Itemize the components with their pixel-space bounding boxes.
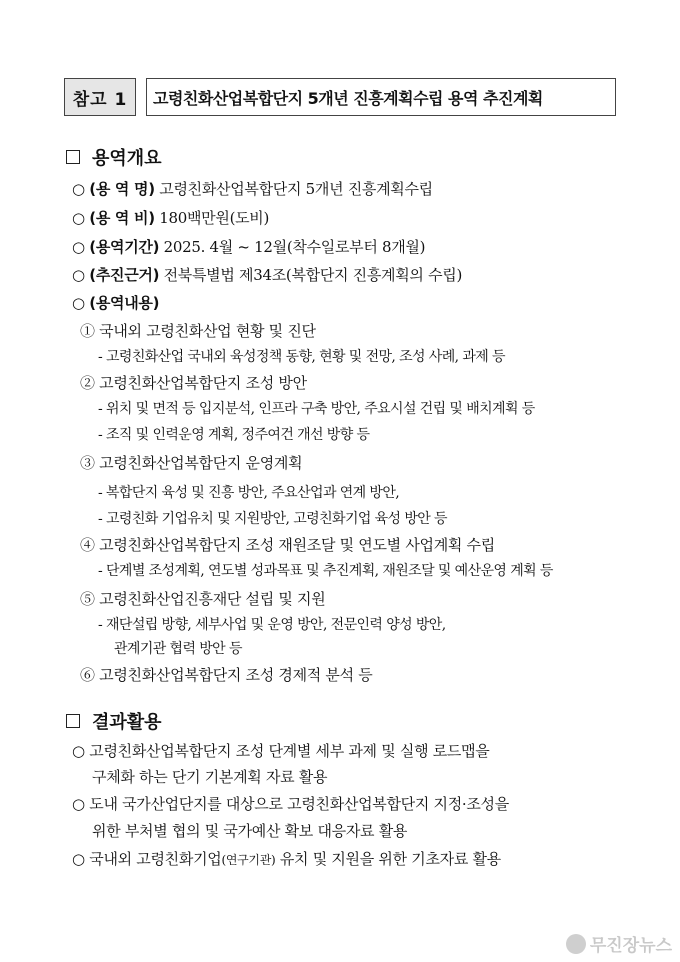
result-item: ○ 도내 국가산업단지를 대상으로 고령친화산업복합단지 지정·조성을	[72, 795, 509, 813]
task-sub-item: - 위치 및 면적 등 입지분석, 인프라 구축 방안, 주요시설 건립 및 배치계획 등	[98, 401, 535, 417]
result-item-continued: 위한 부처별 협의 및 국가예산 확보 대응자료 활용	[92, 822, 408, 840]
item-label: (추진근거)	[89, 266, 160, 284]
task-number: ⑥	[80, 666, 95, 684]
task-item	[80, 372, 307, 393]
item-label: (용 역 비)	[89, 209, 155, 227]
circle-bullet-icon: ○	[72, 238, 85, 256]
task-sub-item: - 고령친화 기업유치 및 지원방안, 고령친화기업 육성 방안 등	[98, 511, 447, 527]
overview-item	[72, 236, 425, 257]
overview-item	[72, 292, 159, 313]
circle-bullet-icon: ○	[72, 294, 85, 312]
document-title: 고령친화산업복합단지 5개년 진흥계획수립 용역 추진계획	[146, 78, 616, 116]
task-sub-item: 관계기관 협력 방안 등	[114, 641, 242, 657]
task-title: 고령친화산업복합단지 조성 경제적 분석 등	[99, 666, 373, 684]
square-bullet-icon	[66, 714, 80, 728]
task-item	[80, 664, 372, 685]
circle-bullet-icon: ○	[72, 795, 85, 813]
circle-bullet-icon: ○	[72, 209, 85, 227]
result-item-continued: 구체화 하는 단기 기본계획 자료 활용	[92, 768, 328, 786]
overview-item	[72, 178, 433, 199]
watermark-logo-icon	[566, 934, 586, 954]
task-title: 국내외 고령친화산업 현황 및 진단	[99, 322, 316, 340]
task-item	[80, 452, 302, 473]
item-text: 고령친화산업복합단지 5개년 진흥계획수립	[159, 180, 433, 198]
square-bullet-icon	[66, 150, 80, 164]
task-sub-item: - 조직 및 인력운영 계획, 정주여건 개선 방향 등	[98, 427, 370, 443]
task-item	[80, 588, 325, 609]
task-number: ⑤	[80, 590, 95, 608]
task-number: ④	[80, 536, 95, 554]
item-text: 2025. 4월 ~ 12월(착수일로부터 8개월)	[163, 238, 426, 256]
item-text: 180백만원(도비)	[159, 209, 270, 227]
section-heading-overview: 용역개요	[66, 144, 162, 170]
reference-tag: 참고 1	[64, 78, 136, 116]
item-label: (용 역 명)	[89, 180, 155, 198]
task-sub-item: - 재단설립 방향, 세부사업 및 운영 방안, 전문인력 양성 방안,	[98, 617, 446, 633]
task-title: 고령친화산업복합단지 운영계획	[99, 454, 303, 472]
watermark: 무진장뉴스	[566, 931, 672, 956]
document-header	[64, 78, 616, 118]
item-text: 전북특별법 제34조(복합단지 진흥계획의 수립)	[163, 266, 463, 284]
result-item: ○ 국내외 고령친화기업(연구기관) 유치 및 지원을 위한 기초자료 활용	[72, 850, 501, 868]
item-label: (용역내용)	[89, 294, 160, 312]
overview-item	[72, 207, 269, 228]
section-heading-results: 결과활용	[66, 708, 162, 734]
task-item	[80, 320, 316, 341]
task-title: 고령친화산업복합단지 조성 재원조달 및 연도별 사업계획 수립	[99, 536, 495, 554]
task-item	[80, 534, 495, 555]
result-item: ○ 고령친화산업복합단지 조성 단계별 세부 과제 및 실행 로드맵을	[72, 742, 490, 760]
task-number: ③	[80, 454, 95, 472]
task-title: 고령친화산업진흥재단 설립 및 지원	[99, 590, 326, 608]
task-number: ①	[80, 322, 95, 340]
overview-item	[72, 264, 462, 285]
circle-bullet-icon: ○	[72, 850, 85, 868]
circle-bullet-icon: ○	[72, 742, 85, 760]
circle-bullet-icon: ○	[72, 180, 85, 198]
task-sub-item: - 고령친화산업 국내외 육성정책 동향, 현황 및 전망, 조성 사례, 과제 등	[98, 349, 505, 365]
task-sub-item: - 복합단지 육성 및 진흥 방안, 주요산업과 연계 방안,	[98, 485, 400, 501]
item-label: (용역기간)	[89, 238, 160, 256]
circle-bullet-icon: ○	[72, 266, 85, 284]
task-number: ②	[80, 374, 95, 392]
task-sub-item: - 단계별 조성계획, 연도별 성과목표 및 추진계획, 재원조달 및 예산운영 계획 등	[98, 563, 553, 579]
task-title: 고령친화산업복합단지 조성 방안	[99, 374, 307, 392]
